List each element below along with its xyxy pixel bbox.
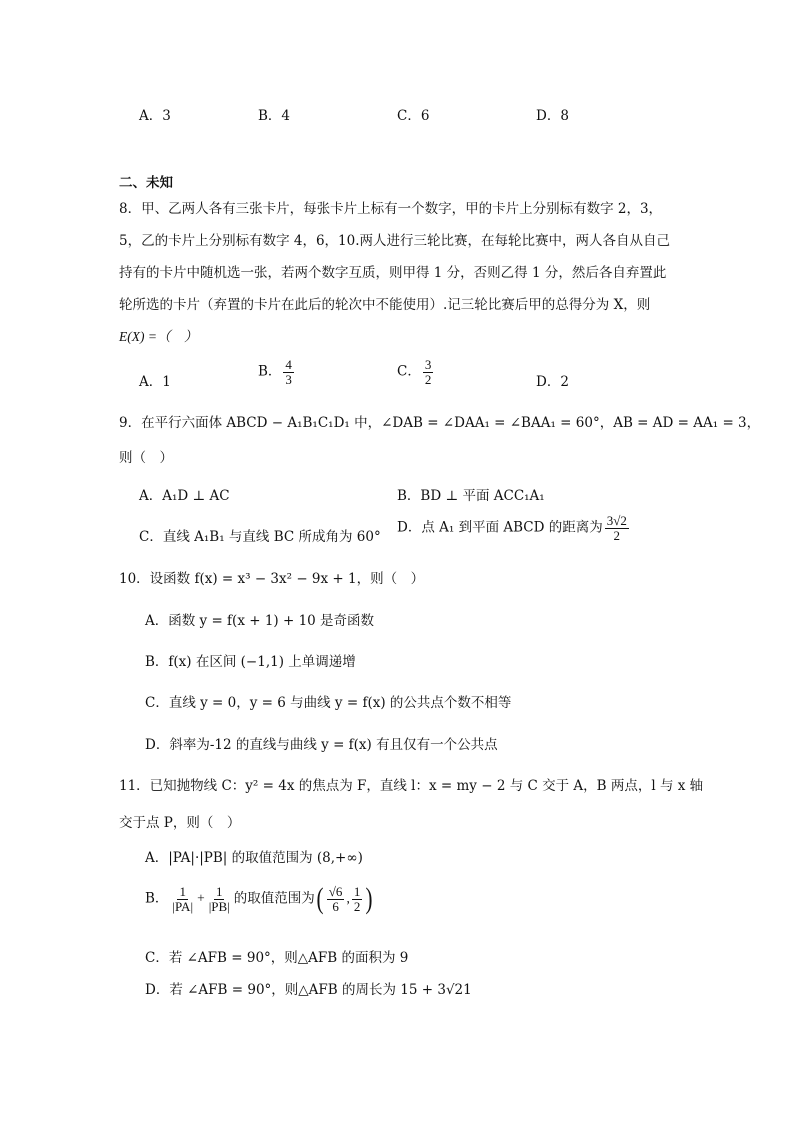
- q11-option-c: C．若 ∠AFB = 90°，则△AFB 的面积为 9: [145, 950, 409, 966]
- q11-option-b-fraction-1-numerator: 1: [179, 883, 186, 899]
- q8-option-c-label: C．: [397, 363, 421, 380]
- q11-option-b-fraction-1: [170, 885, 195, 913]
- q9-option-d: [397, 514, 631, 542]
- q11-option-b-range-lower-denominator: 6: [332, 898, 339, 914]
- q8-stem-line-2: 5，乙的卡片上分别标有数字 4，6，10.两人进行三轮比赛，在每轮比赛中，两人各自从自己: [119, 233, 671, 249]
- q11-option-b-range-lower: [327, 885, 345, 913]
- q9-stem-line-2: 则（ ）: [119, 450, 173, 466]
- q9-option-a: A．A₁D ⊥ AC: [139, 488, 230, 504]
- q8-option-b-label: B．: [258, 363, 282, 380]
- q11-option-b-fraction-2-denominator: |PB|: [208, 898, 230, 914]
- q11-option-b-range-upper: [352, 885, 363, 913]
- q9-stem-line-1: 9．在平行六面体 ABCD − A₁B₁C₁D₁ 中，∠DAB = ∠DAA₁ = ∠BAA₁ = 60°，AB = AD = AA₁ = 3，: [119, 415, 761, 431]
- q11-option-b-label: B．: [145, 890, 169, 907]
- q11-option-b-fraction-1-denominator: |PA|: [172, 898, 194, 914]
- q8-option-c-numerator: 3: [424, 357, 432, 372]
- q8-option-b-numerator: 4: [285, 357, 292, 372]
- q10-option-c: C．直线 y = 0，y = 6 与曲线 y = f(x) 的公共点个数不相等: [145, 695, 512, 711]
- q9-option-c: C．直线 A₁B₁ 与直线 BC 所成角为 60°: [139, 529, 381, 545]
- q9-option-d-fraction: [605, 514, 629, 542]
- q10-stem: 10．设函数 f(x) = x³ − 3x² − 9x + 1，则（ ）: [119, 571, 425, 587]
- q11-option-b-comma: ,: [346, 890, 350, 906]
- q11-option-b-left-paren: (: [316, 882, 324, 915]
- q9-option-d-numerator: 3√2: [606, 513, 627, 528]
- q11-option-b: [145, 884, 374, 914]
- q7-option-c: C．6: [397, 108, 430, 124]
- q8-option-b-fraction: [283, 358, 294, 386]
- q11-option-b-range-upper-denominator: 2: [353, 898, 361, 914]
- q11-stem-line-2: 交于点 P，则（ ）: [119, 815, 241, 831]
- q8-option-b-denominator: 3: [285, 371, 292, 387]
- q9-option-d-label: D．点 A₁ 到平面 ABCD 的距离为: [397, 519, 603, 536]
- q10-option-a: A．函数 y = f(x + 1) + 10 是奇函数: [145, 613, 375, 629]
- q10-option-b: B．f(x) 在区间 (−1,1) 上单调递增: [145, 654, 356, 670]
- q10-option-d: D．斜率为-12 的直线与曲线 y = f(x) 有且仅有一个公共点: [145, 737, 498, 753]
- q8-option-c-fraction: [423, 358, 434, 386]
- q8-option-c-denominator: 2: [424, 371, 432, 387]
- q8-stem-line-4: 轮所选的卡片（弃置的卡片在此后的轮次中不能使用）.记三轮比赛后甲的总得分为 X，则: [119, 297, 651, 313]
- q11-option-b-fraction-2: [207, 885, 232, 913]
- q11-stem-line-1: 11．已知抛物线 C：y² = 4x 的焦点为 F，直线 l：x = my − 2 与 C 交于 A，B 两点，l 与 x 轴: [119, 778, 704, 794]
- section-heading: 二、未知: [119, 175, 173, 191]
- q11-option-b-fraction-2-numerator: 1: [215, 883, 223, 899]
- q7-option-b: B．4: [258, 108, 291, 124]
- q9-option-b: B．BD ⊥ 平面 ACC₁A₁: [397, 488, 545, 504]
- q8-option-a: A．1: [139, 374, 171, 390]
- q8-stem-line-1: 8．甲、乙两人各有三张卡片，每张卡片上标有一个数字，甲的卡片上分别标有数字 2，3，: [119, 201, 663, 217]
- q7-option-d: D．8: [536, 108, 569, 124]
- q11-option-d: D．若 ∠AFB = 90°，则△AFB 的周长为 15 + 3√21: [145, 982, 472, 998]
- q8-stem-line-5: E(X) =（ ）: [119, 329, 198, 344]
- q7-option-a: A．3: [139, 108, 171, 124]
- q11-option-b-text: 的取值范围为: [233, 890, 315, 907]
- q11-option-b-plus: +: [197, 890, 205, 906]
- q8-option-d: D．2: [536, 374, 569, 390]
- q8-option-c: [397, 358, 435, 386]
- q11-option-b-range-upper-numerator: 1: [353, 883, 361, 899]
- q9-option-d-denominator: 2: [613, 527, 621, 543]
- q8-option-b: [258, 358, 296, 386]
- q8-stem-line-3: 持有的卡片中随机选一张，若两个数字互质，则甲得 1 分，否则乙得 1 分，然后各自弃置此: [119, 265, 667, 281]
- q11-option-b-right-paren: ): [365, 882, 373, 915]
- q11-option-b-range-lower-numerator: √6: [328, 883, 343, 899]
- q11-option-a: A．|PA|·|PB| 的取值范围为 (8,+∞): [145, 850, 363, 866]
